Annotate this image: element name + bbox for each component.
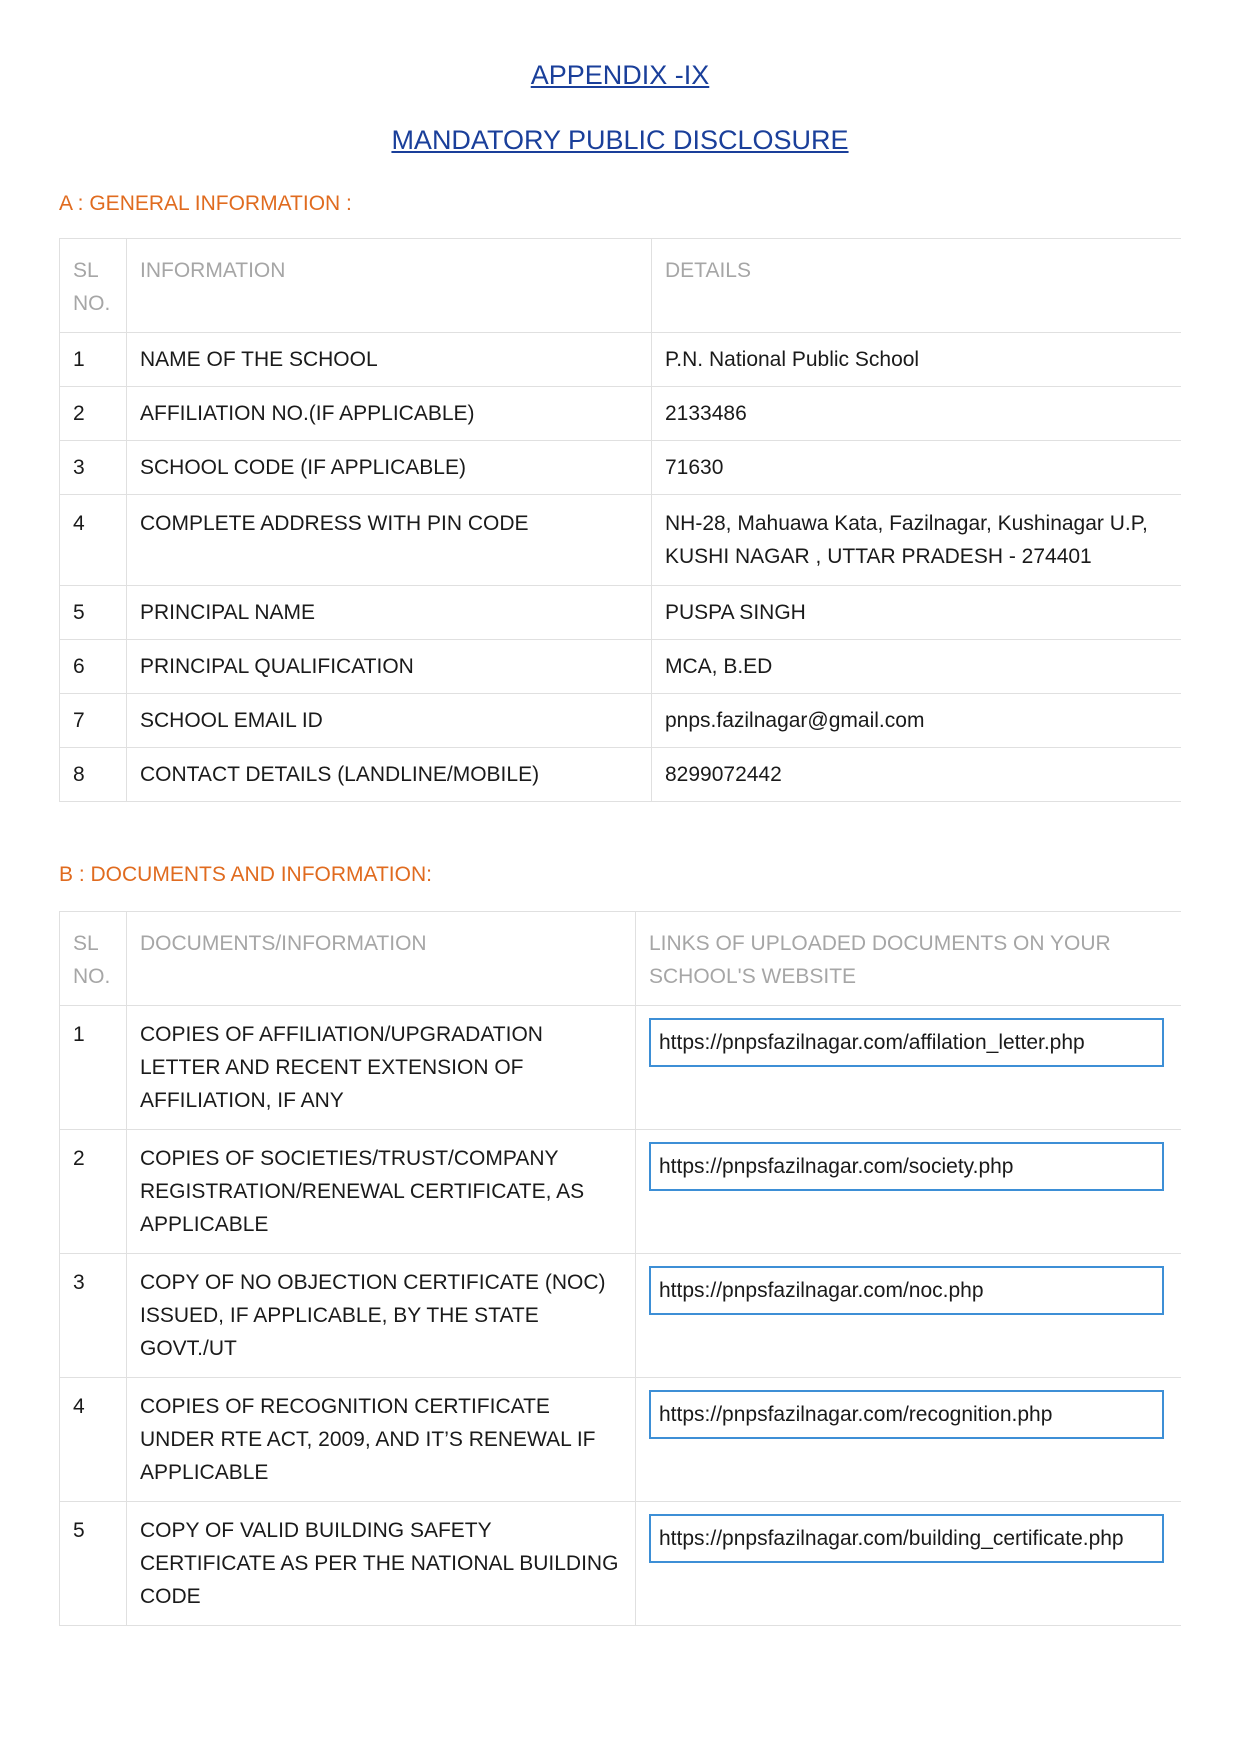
table-row <box>60 694 1181 748</box>
details-value: 71630 <box>652 441 1181 495</box>
sl-no: 4 <box>60 1378 127 1502</box>
table-row <box>60 748 1181 802</box>
documents-information-table <box>59 911 1181 1626</box>
details-value: P.N. National Public School <box>652 333 1181 387</box>
details-value: MCA, B.ED <box>652 640 1181 694</box>
sl-no: 2 <box>60 387 127 441</box>
document-description: COPY OF NO OBJECTION CERTIFICATE (NOC) ISSUED, IF APPLICABLE, BY THE STATE GOVT./UT <box>127 1254 636 1378</box>
document-link-cell <box>636 1254 1181 1378</box>
table-row <box>60 586 1181 640</box>
details-value: pnps.fazilnagar@gmail.com <box>652 694 1181 748</box>
document-link[interactable]: https://pnpsfazilnagar.com/affilation_letter.php <box>649 1018 1164 1067</box>
information-label: NAME OF THE SCHOOL <box>127 333 652 387</box>
details-value: NH-28, Mahuawa Kata, Fazilnagar, Kushinagar U.P, KUSHI NAGAR , UTTAR PRADESH - 274401 <box>652 495 1181 586</box>
table-row <box>60 387 1181 441</box>
table-row <box>60 1502 1181 1626</box>
document-link-cell <box>636 1006 1181 1130</box>
document-link-cell <box>636 1378 1181 1502</box>
document-link[interactable]: https://pnpsfazilnagar.com/society.php <box>649 1142 1164 1191</box>
details-value: PUSPA SINGH <box>652 586 1181 640</box>
details-value: 8299072442 <box>652 748 1181 802</box>
table-row <box>60 333 1181 387</box>
document-description: COPIES OF SOCIETIES/TRUST/COMPANY REGISTRATION/RENEWAL CERTIFICATE, AS APPLICABLE <box>127 1130 636 1254</box>
document-description: COPIES OF RECOGNITION CERTIFICATE UNDER RTE ACT, 2009, AND IT’S RENEWAL IF APPLICABLE <box>127 1378 636 1502</box>
general-information-table <box>59 238 1181 802</box>
information-label: COMPLETE ADDRESS WITH PIN CODE <box>127 495 652 586</box>
information-label: SCHOOL EMAIL ID <box>127 694 652 748</box>
table-row <box>60 1254 1181 1378</box>
table-row <box>60 1378 1181 1502</box>
information-label: SCHOOL CODE (IF APPLICABLE) <box>127 441 652 495</box>
document-link[interactable]: https://pnpsfazilnagar.com/recognition.php <box>649 1390 1164 1439</box>
table-row <box>60 495 1181 586</box>
sl-no: 1 <box>60 1006 127 1130</box>
document-link-cell <box>636 1502 1181 1626</box>
table-row <box>60 1130 1181 1254</box>
sl-no: 1 <box>60 333 127 387</box>
information-label: AFFILIATION NO.(IF APPLICABLE) <box>127 387 652 441</box>
header-information: INFORMATION <box>127 239 652 333</box>
sl-no: 8 <box>60 748 127 802</box>
header-sl-no: SL NO. <box>60 239 127 333</box>
sl-no: 3 <box>60 441 127 495</box>
information-label: PRINCIPAL NAME <box>127 586 652 640</box>
sl-no: 7 <box>60 694 127 748</box>
header-documents-information: DOCUMENTS/INFORMATION <box>127 912 636 1006</box>
sl-no: 5 <box>60 1502 127 1626</box>
sl-no: 5 <box>60 586 127 640</box>
section-b-title: B : DOCUMENTS AND INFORMATION: <box>59 863 432 886</box>
table-header-row <box>60 239 1181 333</box>
section-a-title: A : GENERAL INFORMATION : <box>59 192 352 215</box>
sl-no: 4 <box>60 495 127 586</box>
sl-no: 6 <box>60 640 127 694</box>
document-description: COPIES OF AFFILIATION/UPGRADATION LETTER AND RECENT EXTENSION OF AFFILIATION, IF ANY <box>127 1006 636 1130</box>
header-document-links: LINKS OF UPLOADED DOCUMENTS ON YOUR SCHOOL'S WEBSITE <box>636 912 1181 1006</box>
header-sl-no: SL NO. <box>60 912 127 1006</box>
disclosure-title: MANDATORY PUBLIC DISCLOSURE <box>391 125 849 155</box>
information-label: CONTACT DETAILS (LANDLINE/MOBILE) <box>127 748 652 802</box>
sl-no: 3 <box>60 1254 127 1378</box>
table-row <box>60 441 1181 495</box>
information-label: PRINCIPAL QUALIFICATION <box>127 640 652 694</box>
table-row <box>60 640 1181 694</box>
sl-no: 2 <box>60 1130 127 1254</box>
appendix-title: APPENDIX -IX <box>530 60 710 90</box>
document-link-cell <box>636 1130 1181 1254</box>
document-description: COPY OF VALID BUILDING SAFETY CERTIFICATE AS PER THE NATIONAL BUILDING CODE <box>127 1502 636 1626</box>
details-value: 2133486 <box>652 387 1181 441</box>
document-link[interactable]: https://pnpsfazilnagar.com/building_certificate.php <box>649 1514 1164 1563</box>
table-header-row <box>60 912 1181 1006</box>
header-details: DETAILS <box>652 239 1181 333</box>
document-link[interactable]: https://pnpsfazilnagar.com/noc.php <box>649 1266 1164 1315</box>
table-row <box>60 1006 1181 1130</box>
